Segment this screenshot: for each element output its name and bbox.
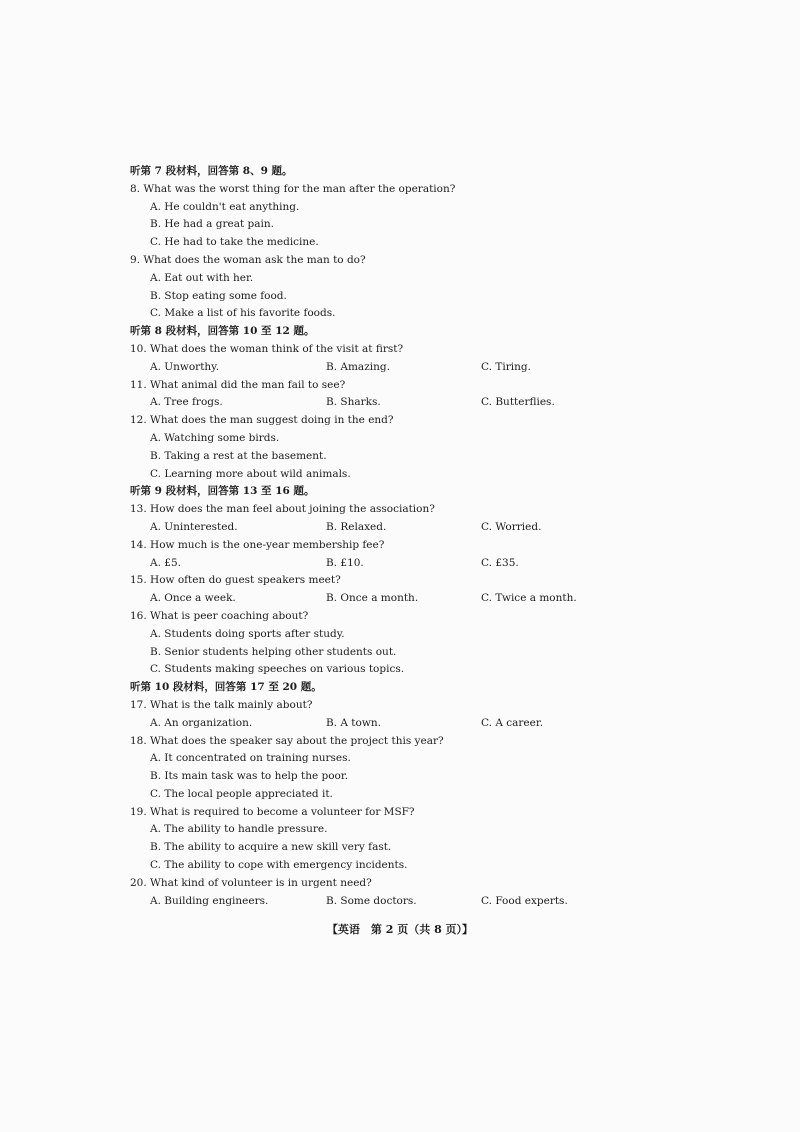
option-a: A. Tree frogs. <box>150 396 223 409</box>
option-a: A. Uninterested. <box>150 520 238 533</box>
question-text: 11. What animal did the man fail to see? <box>130 378 346 391</box>
option-b: B. A town. <box>326 716 381 729</box>
option-c: C. Tiring. <box>481 360 531 373</box>
page-footer: 【英语 第 2 页（共 8 页）】 <box>326 923 474 936</box>
option-row <box>130 394 650 412</box>
option-row <box>130 519 650 537</box>
option-text: C. The local people appreciated it. <box>150 787 333 800</box>
option-b: B. Some doctors. <box>326 894 417 907</box>
option-c: C. Food experts. <box>481 894 568 907</box>
option-row <box>130 555 650 573</box>
option-text: B. Its main task was to help the poor. <box>150 770 349 783</box>
question-text: 13. How does the man feel about joining the association? <box>130 503 435 516</box>
question-text: 16. What is peer coaching about? <box>130 609 309 622</box>
option-row <box>130 590 650 608</box>
question-text: 8. What was the worst thing for the man after the operation? <box>130 182 456 195</box>
option-text: B. Taking a rest at the basement. <box>150 449 327 462</box>
question-text: 20. What kind of volunteer is in urgent need? <box>130 876 372 889</box>
section-instruction: 听第 10 段材料，回答第 17 至 20 题。 <box>130 681 322 694</box>
option-text: C. He had to take the medicine. <box>150 236 319 249</box>
option-a: A. Building engineers. <box>150 894 269 907</box>
option-a: A. £5. <box>150 556 181 569</box>
option-b: B. Relaxed. <box>326 520 387 533</box>
option-row <box>130 893 650 911</box>
option-text: A. He couldn't eat anything. <box>150 200 300 213</box>
section-instruction: 听第 8 段材料，回答第 10 至 12 题。 <box>130 325 315 338</box>
question-text: 9. What does the woman ask the man to do? <box>130 253 366 266</box>
option-c: C. A career. <box>481 716 544 729</box>
option-a: A. An organization. <box>150 716 253 729</box>
question-text: 19. What is required to become a volunteer for MSF? <box>130 805 415 818</box>
option-text: A. Eat out with her. <box>150 271 254 284</box>
option-text: B. Stop eating some food. <box>150 289 287 302</box>
option-row <box>130 359 650 377</box>
option-a: A. Once a week. <box>150 592 236 605</box>
option-a: A. Unworthy. <box>150 360 220 373</box>
question-text: 17. What is the talk mainly about? <box>130 698 313 711</box>
option-text: C. Make a list of his favorite foods. <box>150 307 336 320</box>
option-c: C. £35. <box>481 556 519 569</box>
section-instruction: 听第 9 段材料，回答第 13 至 16 题。 <box>130 485 315 498</box>
question-text: 14. How much is the one-year membership fee? <box>130 538 385 551</box>
question-text: 10. What does the woman think of the visit at first? <box>130 342 404 355</box>
question-text: 15. How often do guest speakers meet? <box>130 574 341 587</box>
option-b: B. Amazing. <box>326 360 390 373</box>
section-instruction: 听第 7 段材料，回答第 8、9 题。 <box>130 165 293 177</box>
question-text: 12. What does the man suggest doing in the end? <box>130 414 394 427</box>
option-text: B. The ability to acquire a new skill very fast. <box>150 841 392 854</box>
option-row <box>130 715 650 733</box>
question-text: 18. What does the speaker say about the project this year? <box>130 734 444 747</box>
option-c: C. Worried. <box>481 520 542 533</box>
option-text: C. The ability to cope with emergency incidents. <box>150 859 408 872</box>
option-text: A. Students doing sports after study. <box>150 627 345 640</box>
option-text: A. Watching some birds. <box>150 431 280 444</box>
listening-questions <box>130 163 650 910</box>
option-text: B. Senior students helping other students out. <box>150 645 397 658</box>
option-c: C. Butterflies. <box>481 396 555 409</box>
option-b: B. Once a month. <box>326 592 419 605</box>
option-text: A. The ability to handle pressure. <box>150 823 328 836</box>
option-text: A. It concentrated on training nurses. <box>150 752 351 765</box>
option-b: B. Sharks. <box>326 396 381 409</box>
option-b: B. £10. <box>326 556 364 569</box>
option-c: C. Twice a month. <box>481 592 577 605</box>
option-text: C. Learning more about wild animals. <box>150 467 351 480</box>
option-text: C. Students making speeches on various topics. <box>150 663 405 676</box>
option-text: B. He had a great pain. <box>150 218 274 231</box>
